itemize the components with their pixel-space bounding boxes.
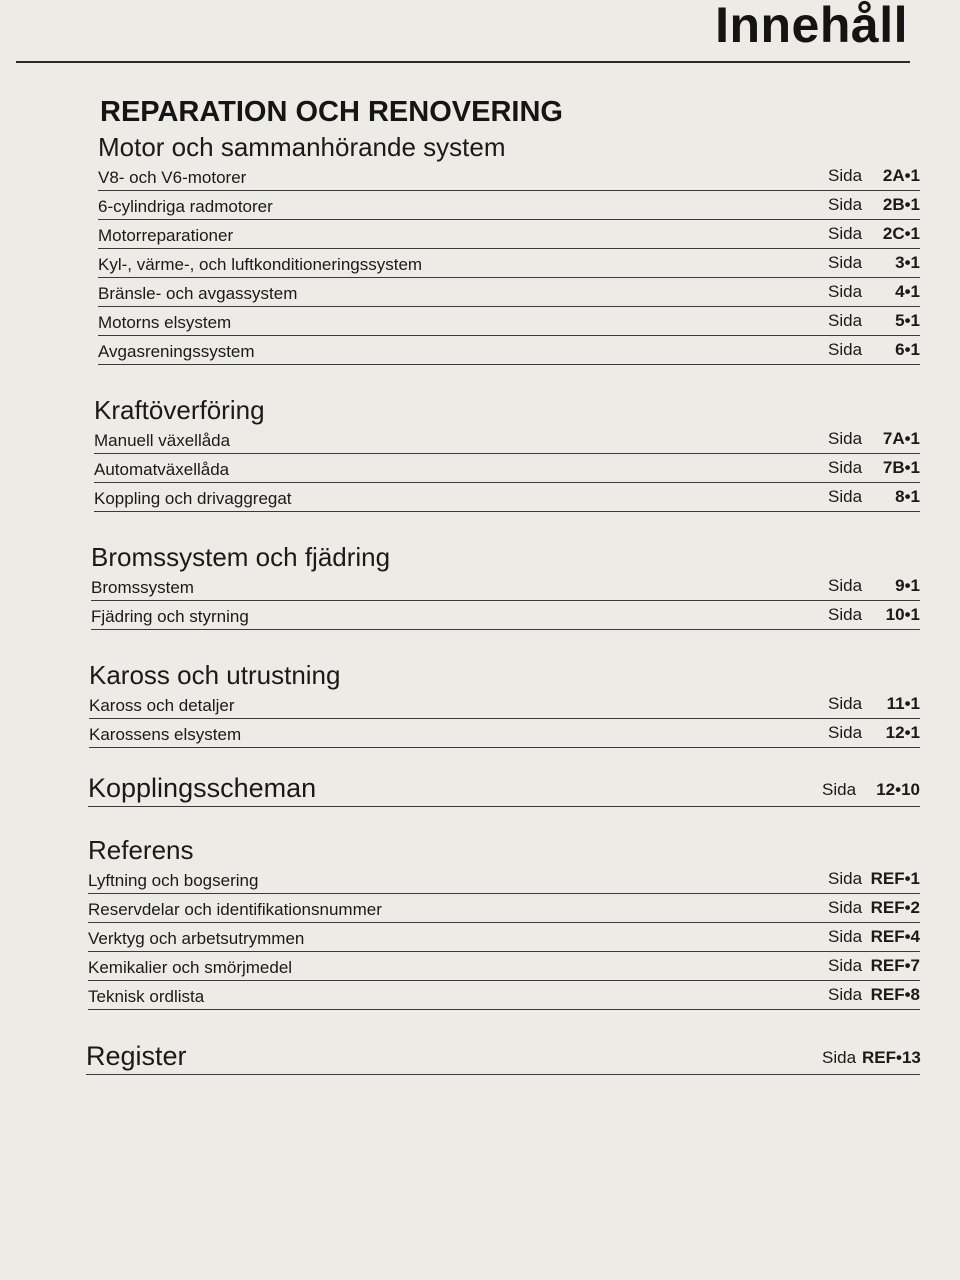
toc-entry[interactable] xyxy=(98,336,920,365)
entry-sida: Sida xyxy=(828,340,863,359)
entry-sida: Sida xyxy=(828,429,863,448)
entry-sida: Sida xyxy=(828,605,863,624)
entry-page: 6•1 xyxy=(895,340,920,359)
entry-label: Automatväxellåda xyxy=(94,460,230,479)
entry-label: Bromssystem xyxy=(91,578,194,597)
entry-page: 7A•1 xyxy=(882,429,920,448)
toc-entry-major[interactable] xyxy=(88,770,920,807)
entry-sida: Sida xyxy=(828,576,863,595)
entry-page: REF•4 xyxy=(870,927,920,946)
toc-entry[interactable] xyxy=(88,894,920,923)
section-heading: Kraftöverföring xyxy=(94,395,265,425)
section-kopplingsscheman xyxy=(88,770,920,807)
section-referens xyxy=(88,835,920,1010)
toc-entry[interactable] xyxy=(94,483,920,512)
page-title: Innehåll xyxy=(715,0,908,53)
entry-page: 10•1 xyxy=(885,605,920,624)
entry-label: Teknisk ordlista xyxy=(88,987,205,1006)
toc-entry[interactable] xyxy=(89,719,920,748)
entry-label: Kemikalier och smörjmedel xyxy=(88,958,293,977)
toc-entry[interactable] xyxy=(98,278,920,307)
entry-sida: Sida xyxy=(828,898,863,917)
entry-page: 3•1 xyxy=(895,253,920,272)
entry-sida: Sida xyxy=(828,166,863,185)
toc-entry[interactable] xyxy=(91,601,920,630)
entry-sida: Sida xyxy=(828,956,863,975)
entry-sida: Sida xyxy=(828,253,863,272)
entry-sida: Sida xyxy=(828,311,863,330)
entry-label: Bränsle- och avgassystem xyxy=(98,284,298,303)
entry-page: 8•1 xyxy=(895,487,920,506)
entry-label: Reservdelar och identifikationsnummer xyxy=(88,900,382,919)
toc-entry[interactable] xyxy=(88,981,920,1010)
section-heading: Bromssystem och fjädring xyxy=(91,542,391,572)
entry-sida: Sida xyxy=(828,723,863,742)
entry-sida: Sida xyxy=(822,780,857,799)
entry-sida: Sida xyxy=(828,195,863,214)
entry-label: Avgasreningssystem xyxy=(98,342,255,361)
entry-sida: Sida xyxy=(828,487,863,506)
entry-label: Fjädring och styrning xyxy=(91,607,249,626)
toc-entry[interactable] xyxy=(98,307,920,336)
entry-page: 4•1 xyxy=(895,282,920,301)
entry-page: 7B•1 xyxy=(882,458,920,477)
entry-label: Karossens elsystem xyxy=(89,725,242,744)
entry-label: Register xyxy=(86,1041,187,1071)
toc-entry[interactable] xyxy=(91,572,920,601)
entry-page: 2A•1 xyxy=(882,166,920,185)
section-heading: Referens xyxy=(88,835,194,865)
entry-label: Verktyg och arbetsutrymmen xyxy=(88,929,305,948)
section-kraftoverforing xyxy=(94,395,920,512)
toc-entry[interactable] xyxy=(88,952,920,981)
toc-entry[interactable] xyxy=(88,923,920,952)
entry-sida: Sida xyxy=(828,282,863,301)
entry-label: Motorns elsystem xyxy=(98,313,232,332)
entry-page: REF•2 xyxy=(870,898,920,917)
entry-sida: Sida xyxy=(822,1048,857,1067)
entry-page: 5•1 xyxy=(895,311,920,330)
section-motor xyxy=(98,132,920,365)
entry-page: REF•1 xyxy=(870,869,920,888)
entry-page: 2B•1 xyxy=(882,195,920,214)
main-heading: REPARATION OCH RENOVERING xyxy=(100,96,563,128)
entry-label: Manuell växellåda xyxy=(94,431,231,450)
toc-entry[interactable] xyxy=(94,454,920,483)
entry-sida: Sida xyxy=(828,694,863,713)
toc-entry[interactable] xyxy=(94,425,920,454)
entry-label: Kyl-, värme-, och luftkonditioneringssystem xyxy=(98,255,423,274)
toc-entry[interactable] xyxy=(98,162,920,191)
entry-page: 11•1 xyxy=(886,694,920,713)
entry-page: 12•10 xyxy=(876,780,920,799)
entry-page: 9•1 xyxy=(895,576,920,595)
entry-page: REF•13 xyxy=(862,1048,921,1067)
entry-label: Kopplingsscheman xyxy=(88,773,317,803)
entry-label: Lyftning och bogsering xyxy=(88,871,259,890)
section-heading: Kaross och utrustning xyxy=(89,660,341,690)
toc-entry[interactable] xyxy=(88,865,920,894)
entry-sida: Sida xyxy=(828,927,863,946)
entry-page: REF•8 xyxy=(870,985,920,1004)
toc-entry[interactable] xyxy=(98,191,920,220)
entry-label: V8- och V6-motorer xyxy=(98,168,247,187)
entry-label: Motorreparationer xyxy=(98,226,234,245)
section-kaross xyxy=(89,660,920,748)
entry-label: Koppling och drivaggregat xyxy=(94,489,292,508)
entry-label: 6-cylindriga radmotorer xyxy=(98,197,273,216)
table-of-contents xyxy=(88,92,920,1075)
toc-entry[interactable] xyxy=(98,249,920,278)
entry-page: 12•1 xyxy=(885,723,920,742)
entry-label: Kaross och detaljer xyxy=(89,696,235,715)
entry-sida: Sida xyxy=(828,458,863,477)
toc-entry-major[interactable] xyxy=(86,1038,920,1075)
toc-entry[interactable] xyxy=(98,220,920,249)
entry-page: REF•7 xyxy=(870,956,920,975)
entry-sida: Sida xyxy=(828,869,863,888)
title-rule xyxy=(16,61,910,63)
entry-sida: Sida xyxy=(828,985,863,1004)
section-register xyxy=(86,1038,920,1075)
section-bromssystem xyxy=(91,542,920,630)
entry-page: 2C•1 xyxy=(882,224,920,243)
entry-sida: Sida xyxy=(828,224,863,243)
toc-entry[interactable] xyxy=(89,690,920,719)
section-heading: Motor och sammanhörande system xyxy=(98,132,506,162)
